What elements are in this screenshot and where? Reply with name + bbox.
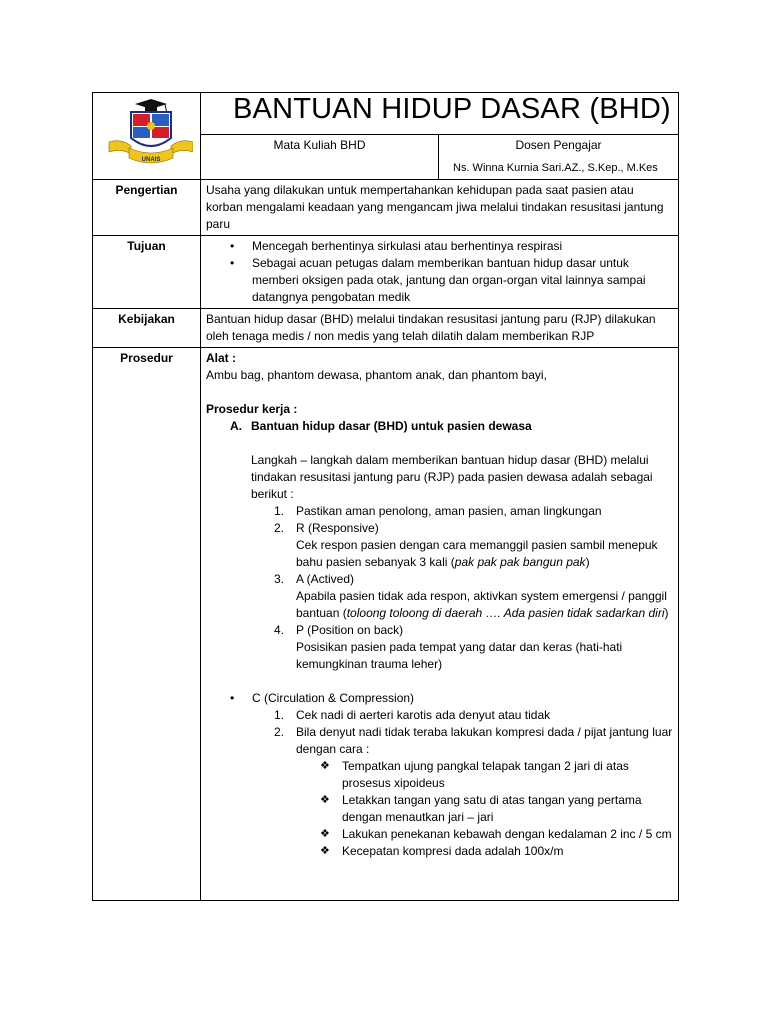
list-item: 1. Pastikan aman penolong, aman pasien, aman lingkungan	[274, 504, 602, 518]
section-a-heading: A. Bantuan hidup dasar (BHD) untuk pasien dewasa	[230, 419, 532, 433]
pengertian-text: Usaha yang dilakukan untuk mempertahankan kehidupan pada saat pasien atau korban mengalami keadaan yang mengancam jiwa melalui tindakan resusitasi jantung paru	[201, 180, 679, 236]
pengertian-label: Pengertian	[93, 180, 201, 236]
list-item: 1. Cek nadi di aerteri karotis ada denyut atau tidak	[274, 708, 551, 722]
alat-heading: Alat :	[206, 351, 236, 365]
list-item: ❖ Letakkan tangan yang satu di atas tangan yang pertama dengan menautkan jari – jari	[320, 793, 642, 824]
page-title: BANTUAN HIDUP DASAR (BHD)	[201, 93, 679, 135]
prosedur-label: Prosedur	[93, 348, 201, 901]
prosedur-kerja-heading: Prosedur kerja :	[206, 402, 298, 416]
tujuan-label: Tujuan	[93, 236, 201, 309]
circulation-heading: • C (Circulation & Compression)	[230, 691, 415, 705]
kebijakan-text: Bantuan hidup dasar (BHD) melalui tindakan resusitasi jantung paru (RJP) dilakukan oleh tenaga medis / non medis yang telah dilatih dalam memberikan RJP	[201, 309, 679, 348]
list-item: 2. Bila denyut nadi tidak teraba lakukan kompresi dada / pijat jantung luar dengan cara :	[274, 725, 673, 756]
logo-cell	[93, 93, 201, 180]
list-item: • Sebagai acuan petugas dalam memberikan bantuan hidup dasar untuk memberi oksigen pada otak, jantung dan organ-organ vital lainnya sampai datangnya pengobatan medik	[230, 256, 646, 304]
lecturer-label: Dosen Pengajar	[515, 138, 602, 152]
tujuan-list	[201, 236, 679, 309]
svg-text:UNAIS: UNAIS	[141, 156, 160, 163]
intro-text: Langkah – langkah dalam memberikan bantuan hidup dasar (BHD) melalui tindakan resusitasi jantung paru (RJP) pada pasien dewasa adalah sebagai berikut :	[251, 453, 653, 501]
prosedur-content	[201, 348, 679, 901]
list-item: ❖ Lakukan penekanan kebawah dengan kedalaman 2 inc / 5 cm	[320, 827, 672, 841]
document-sheet	[92, 92, 678, 901]
kebijakan-label: Kebijakan	[93, 309, 201, 348]
course-info-cell	[201, 135, 679, 180]
university-logo-icon	[101, 98, 193, 170]
list-item: 2. R (Responsive) Cek respon pasien dengan cara memanggil pasien sambil menepuk bahu pasien sebanyak 3 kali (pak pak pak bangun pak)	[274, 521, 658, 569]
list-item: • Mencegah berhentinya sirkulasi atau berhentinya respirasi	[230, 239, 563, 253]
list-item: 3. A (Actived) Apabila pasien tidak ada respon, aktivkan system emergensi / panggil bantuan (toloong toloong di daerah …. Ada pasien tidak sadarkan diri)	[274, 572, 669, 620]
alat-text: Ambu bag, phantom dewasa, phantom anak, dan phantom bayi,	[206, 368, 547, 382]
list-item: 4. P (Position on back) Posisikan pasien pada tempat yang datar dan keras (hati-hati kemungkinan trauma leher)	[274, 623, 623, 671]
sop-table	[92, 92, 679, 901]
list-item: ❖ Kecepatan kompresi dada adalah 100x/m	[320, 844, 564, 858]
course-label: Mata Kuliah BHD	[201, 135, 439, 179]
lecturer-block	[439, 135, 678, 179]
lecturer-name: Ns. Winna Kurnia Sari.AZ., S.Kep., M.Kes	[453, 162, 658, 174]
list-item: ❖ Tempatkan ujung pangkal telapak tangan 2 jari di atas prosesus xipoideus	[320, 759, 629, 790]
